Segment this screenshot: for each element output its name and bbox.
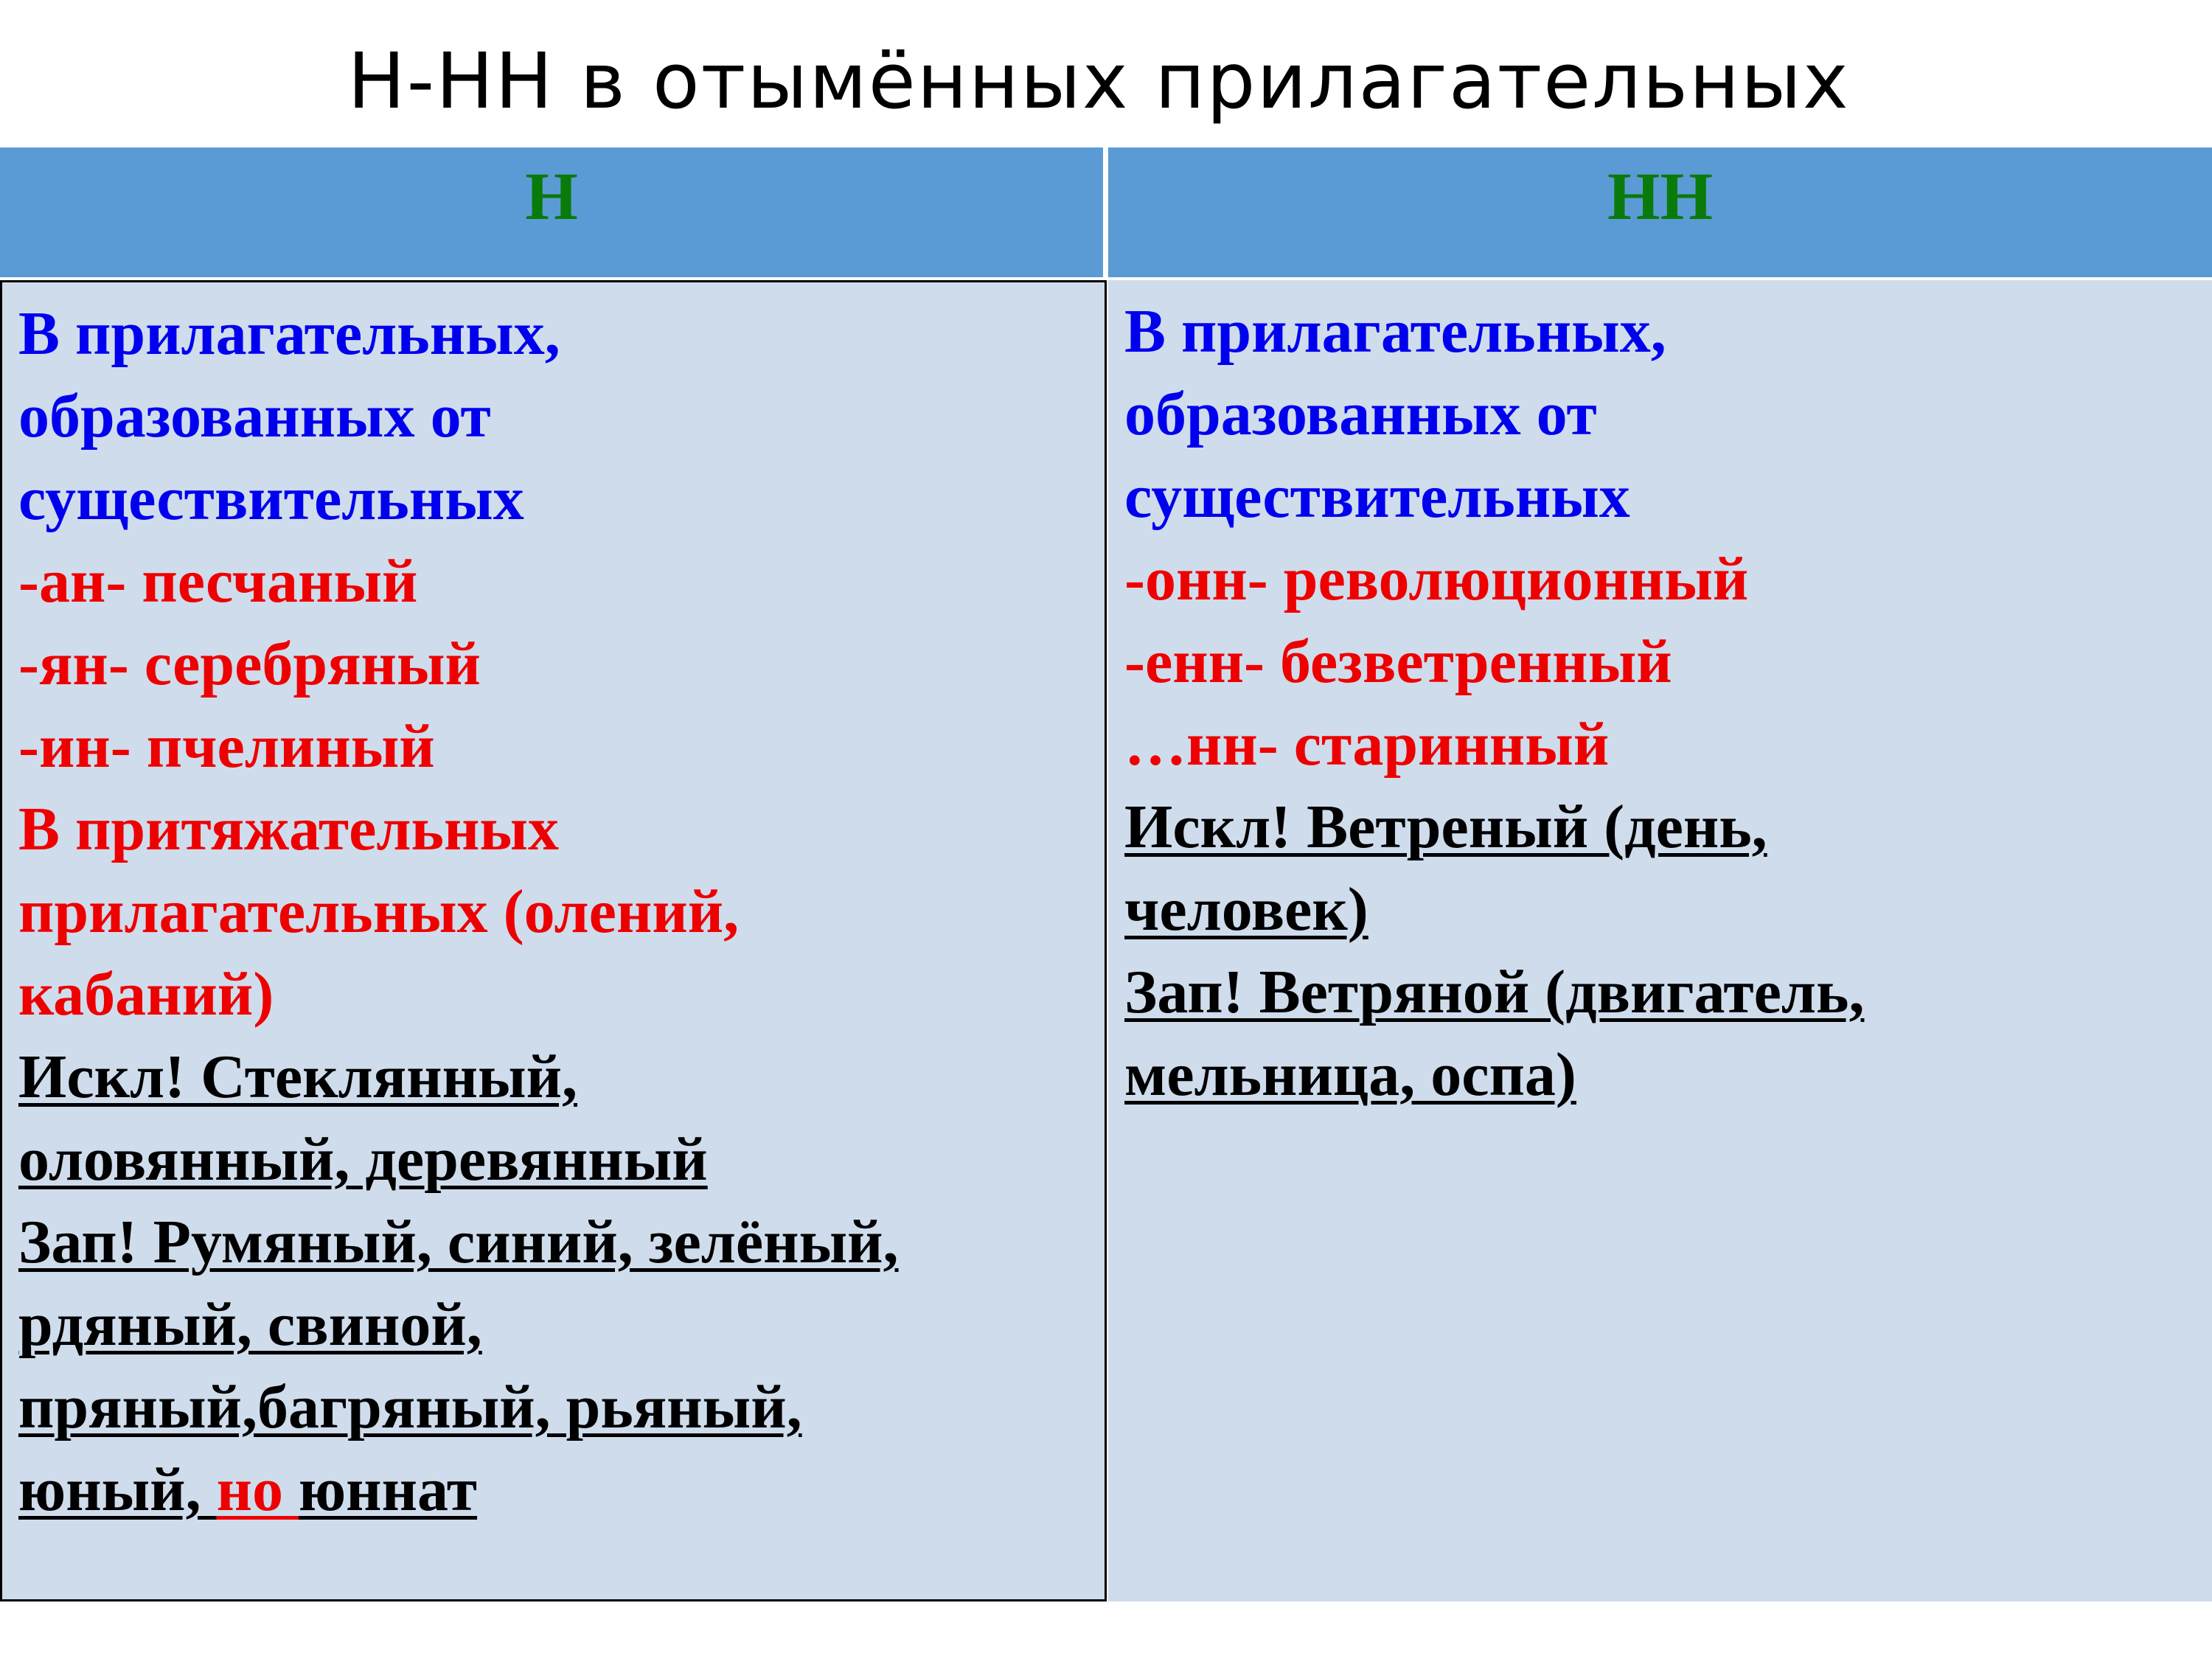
remember-text: пряный,багряный, рьяный,: [18, 1373, 802, 1441]
possessive-rule-line: В притяжательных: [18, 795, 559, 863]
remember-text: мельница, оспа): [1124, 1040, 1576, 1109]
column-header-nn: НН: [1108, 147, 2212, 277]
exception-line: [18, 1119, 1090, 1201]
rule-line: существительных: [1124, 462, 1630, 531]
remember-line: [1124, 951, 2197, 1034]
remember-last-line: [18, 1449, 1090, 1531]
suffix-example: -енн- безветренный: [1124, 627, 1672, 696]
suffix-example: -онн- революционный: [1124, 545, 1749, 613]
rule-line: образованных от: [1124, 380, 1597, 448]
remember-line: [1124, 1034, 2197, 1116]
exception-text: Искл! Ветреный (день,: [1124, 793, 1767, 861]
rule-line: В прилагательных,: [18, 299, 560, 368]
exception-line: [1124, 786, 2197, 869]
possessive-rule-line: кабаний): [18, 960, 274, 1029]
exception-line: [1124, 869, 2197, 951]
remember-line: [18, 1284, 1090, 1366]
remember-line: [18, 1366, 1090, 1449]
left-rules-cell: [0, 280, 1107, 1601]
remember-line: [18, 1201, 1090, 1284]
exception-text: человек): [1124, 875, 1368, 944]
remember-text-end: юннат: [298, 1455, 478, 1524]
possessive-rule-line: прилагательных (олений,: [18, 877, 740, 946]
remember-text: Зап! Ветряной (двигатель,: [1124, 958, 1865, 1026]
rule-line: В прилагательных,: [1124, 297, 1666, 366]
slide-title: Н-НН в отымённых прилагательных: [347, 36, 1850, 126]
suffix-example: …нн- старинный: [1124, 710, 1610, 779]
suffix-example: -ан- песчаный: [18, 547, 418, 616]
right-rules-cell: [1108, 280, 2212, 1601]
remember-text: рдяный, свиной,: [18, 1290, 482, 1359]
suffix-example: -ян- серебряный: [18, 630, 481, 698]
column-header-n: Н: [0, 147, 1103, 277]
rule-line: образованных от: [18, 382, 491, 451]
exception-line: [18, 1036, 1090, 1119]
remember-text-start: юный,: [18, 1455, 217, 1524]
suffix-example: -ин- пчелиный: [18, 712, 435, 781]
exception-text: Искл! Стеклянный,: [18, 1043, 577, 1111]
but-word: но: [216, 1455, 299, 1524]
exception-text: оловянный, деревянный: [18, 1125, 708, 1194]
remember-text: Зап! Румяный, синий, зелёный,: [18, 1208, 899, 1276]
rule-line: существительных: [18, 465, 524, 533]
